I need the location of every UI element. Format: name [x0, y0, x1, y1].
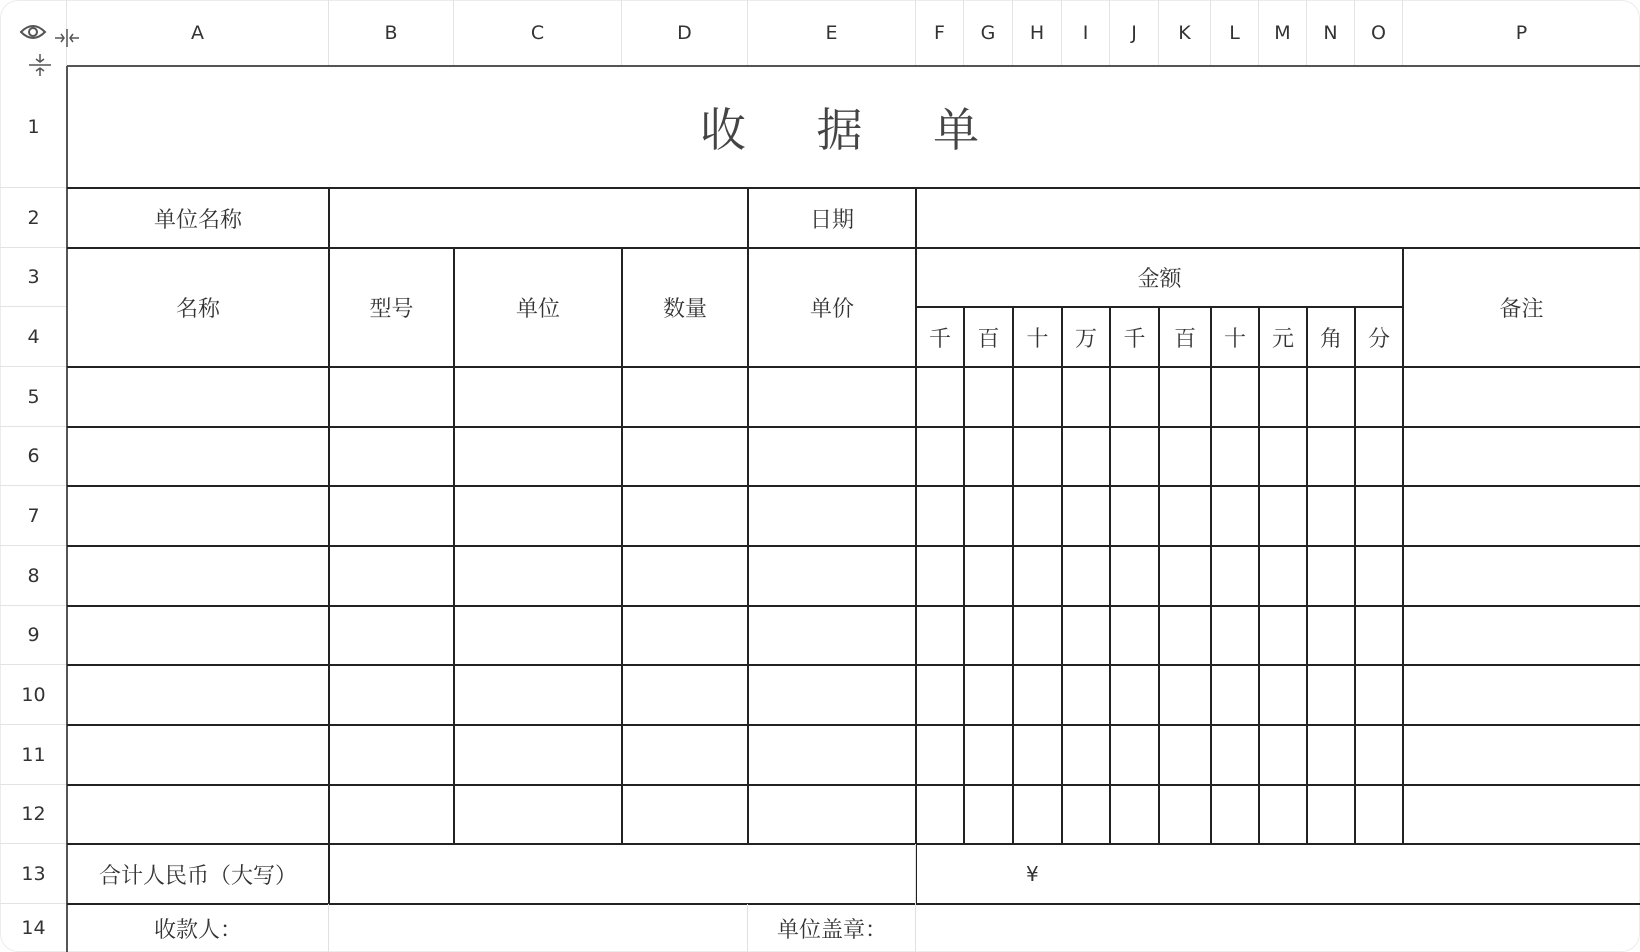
header-unit-price-cell[interactable] [748, 248, 916, 367]
digit-header-cell[interactable] [964, 307, 1013, 367]
border-h [67, 664, 1640, 666]
row-header-7[interactable]: 7 [0, 486, 67, 546]
header-name-cell[interactable] [67, 248, 329, 367]
column-header-n[interactable]: N [1307, 0, 1355, 66]
border-v [1306, 307, 1308, 844]
row-header-1[interactable]: 1 [0, 66, 67, 188]
eye-icon[interactable] [18, 20, 48, 44]
payee-value-cell[interactable] [329, 904, 748, 952]
digit-header-cell[interactable] [1211, 307, 1259, 367]
header-model: 型号 [369, 297, 414, 322]
column-header-m[interactable]: M [1259, 0, 1307, 66]
seal-value-cell[interactable] [916, 904, 1640, 952]
border-v [747, 188, 749, 844]
digit-bai-2: 百 [1173, 326, 1196, 352]
row-header-3[interactable]: 3 [0, 248, 67, 307]
row-header-5[interactable]: 5 [0, 367, 67, 427]
seal-label: 单位盖章： [776, 917, 887, 943]
column-header-h[interactable]: H [1013, 0, 1062, 66]
header-unit-price: 单价 [809, 297, 854, 322]
digit-wan: 万 [1074, 326, 1097, 352]
digit-fen: 分 [1367, 326, 1390, 352]
yuan-symbol: ¥ [1026, 862, 1039, 886]
gridline-faint [328, 904, 329, 952]
digit-header-cell[interactable] [1259, 307, 1307, 367]
seal-label-cell[interactable] [748, 904, 916, 952]
digit-header-cell[interactable] [1110, 307, 1159, 367]
column-header-l[interactable]: L [1211, 0, 1259, 66]
header-quantity-cell[interactable] [622, 248, 748, 367]
unit-name-label-cell[interactable] [67, 188, 329, 248]
header-unit: 单位 [515, 297, 560, 322]
header-name: 名称 [175, 297, 220, 322]
digit-qian-2: 千 [1123, 326, 1146, 352]
digit-header-cell[interactable] [1013, 307, 1062, 367]
column-header-a[interactable]: A [67, 0, 329, 66]
border-h [67, 724, 1640, 726]
total-amount-cell[interactable] [916, 844, 1640, 904]
total-label-cell[interactable] [67, 844, 329, 904]
total-words-cell[interactable] [329, 844, 916, 904]
gridline-faint [915, 844, 916, 904]
border-v [621, 248, 623, 844]
row-header-10[interactable]: 10 [0, 665, 67, 725]
digit-yuan: 元 [1271, 326, 1294, 352]
border-h [67, 605, 1640, 607]
column-header-i[interactable]: I [1062, 0, 1110, 66]
digit-bai-1: 百 [977, 326, 1000, 352]
row-header-14[interactable]: 14 [21, 917, 46, 939]
border-h [67, 187, 1640, 189]
header-amount: 金额 [1137, 267, 1182, 292]
digit-header-cell[interactable] [1307, 307, 1355, 367]
header-amount-cell[interactable] [916, 248, 1403, 307]
row-header-11[interactable]: 11 [0, 725, 67, 785]
border-h [67, 843, 1640, 845]
column-header-p[interactable]: P [1515, 22, 1528, 44]
column-header-f[interactable]: F [916, 0, 964, 66]
header-remarks: 备注 [1499, 297, 1544, 322]
row-header-6[interactable]: 6 [0, 427, 67, 486]
column-header-bar [0, 0, 1640, 66]
header-remarks-cell[interactable] [1403, 248, 1640, 367]
border-v [453, 248, 455, 844]
unit-name-label: 单位名称 [153, 207, 242, 233]
date-label-cell[interactable] [748, 188, 916, 248]
border-v [915, 188, 917, 904]
column-header-k[interactable]: K [1159, 0, 1211, 66]
digit-header-cell[interactable] [916, 307, 964, 367]
border-h [67, 903, 1640, 905]
border-h [67, 247, 1640, 249]
form-title: 收 据 单 [699, 103, 1008, 157]
digit-header-cell[interactable] [1159, 307, 1211, 367]
payee-label-cell[interactable] [67, 904, 329, 952]
total-label: 合计人民币（大写） [98, 863, 297, 889]
header-unit-cell[interactable] [454, 248, 622, 367]
title-cell[interactable] [67, 66, 1640, 188]
border-v [1354, 307, 1356, 844]
header-model-cell[interactable] [329, 248, 454, 367]
row-header-9[interactable]: 9 [0, 606, 67, 665]
unit-name-value-cell[interactable] [329, 188, 748, 248]
border-v [328, 188, 330, 904]
digit-header-cell[interactable] [1355, 307, 1403, 367]
border-h [67, 366, 1640, 368]
border-v [1210, 307, 1212, 844]
gridline-faint [915, 904, 916, 952]
row-header-2[interactable]: 2 [0, 188, 67, 248]
row-header-4[interactable]: 4 [0, 307, 67, 367]
digit-header-cell[interactable] [1062, 307, 1110, 367]
border-v [1109, 307, 1111, 844]
border-h [67, 545, 1640, 547]
border-h [67, 426, 1640, 428]
gridline-faint [747, 904, 748, 952]
date-label: 日期 [809, 207, 854, 233]
digit-jiao: 角 [1319, 326, 1342, 352]
row-header-12[interactable]: 12 [0, 785, 67, 844]
border-v [1158, 307, 1160, 844]
column-header-d[interactable]: D [622, 0, 748, 66]
column-header-b[interactable]: B [329, 0, 454, 66]
column-header-c[interactable]: C [454, 0, 622, 66]
payee-label: 收款人： [153, 917, 242, 943]
column-header-e[interactable]: E [748, 0, 916, 66]
date-value-cell[interactable] [916, 188, 1640, 248]
border-v [1402, 248, 1404, 844]
border-h [67, 784, 1640, 786]
digit-shi-1: 十 [1026, 326, 1049, 352]
border-h [67, 485, 1640, 487]
border-v [1012, 307, 1014, 844]
border-v [963, 307, 965, 844]
column-header-j[interactable]: J [1110, 0, 1159, 66]
header-quantity: 数量 [662, 297, 707, 322]
row-header-13[interactable]: 13 [0, 844, 67, 904]
border-v [1061, 307, 1063, 844]
column-header-g[interactable]: G [964, 0, 1013, 66]
digit-shi-2: 十 [1223, 326, 1246, 352]
border-v [1258, 307, 1260, 844]
digit-qian-1: 千 [928, 326, 951, 352]
column-header-o[interactable]: O [1355, 0, 1403, 66]
row-header-8[interactable]: 8 [0, 546, 67, 606]
select-all-corner[interactable] [0, 0, 67, 66]
